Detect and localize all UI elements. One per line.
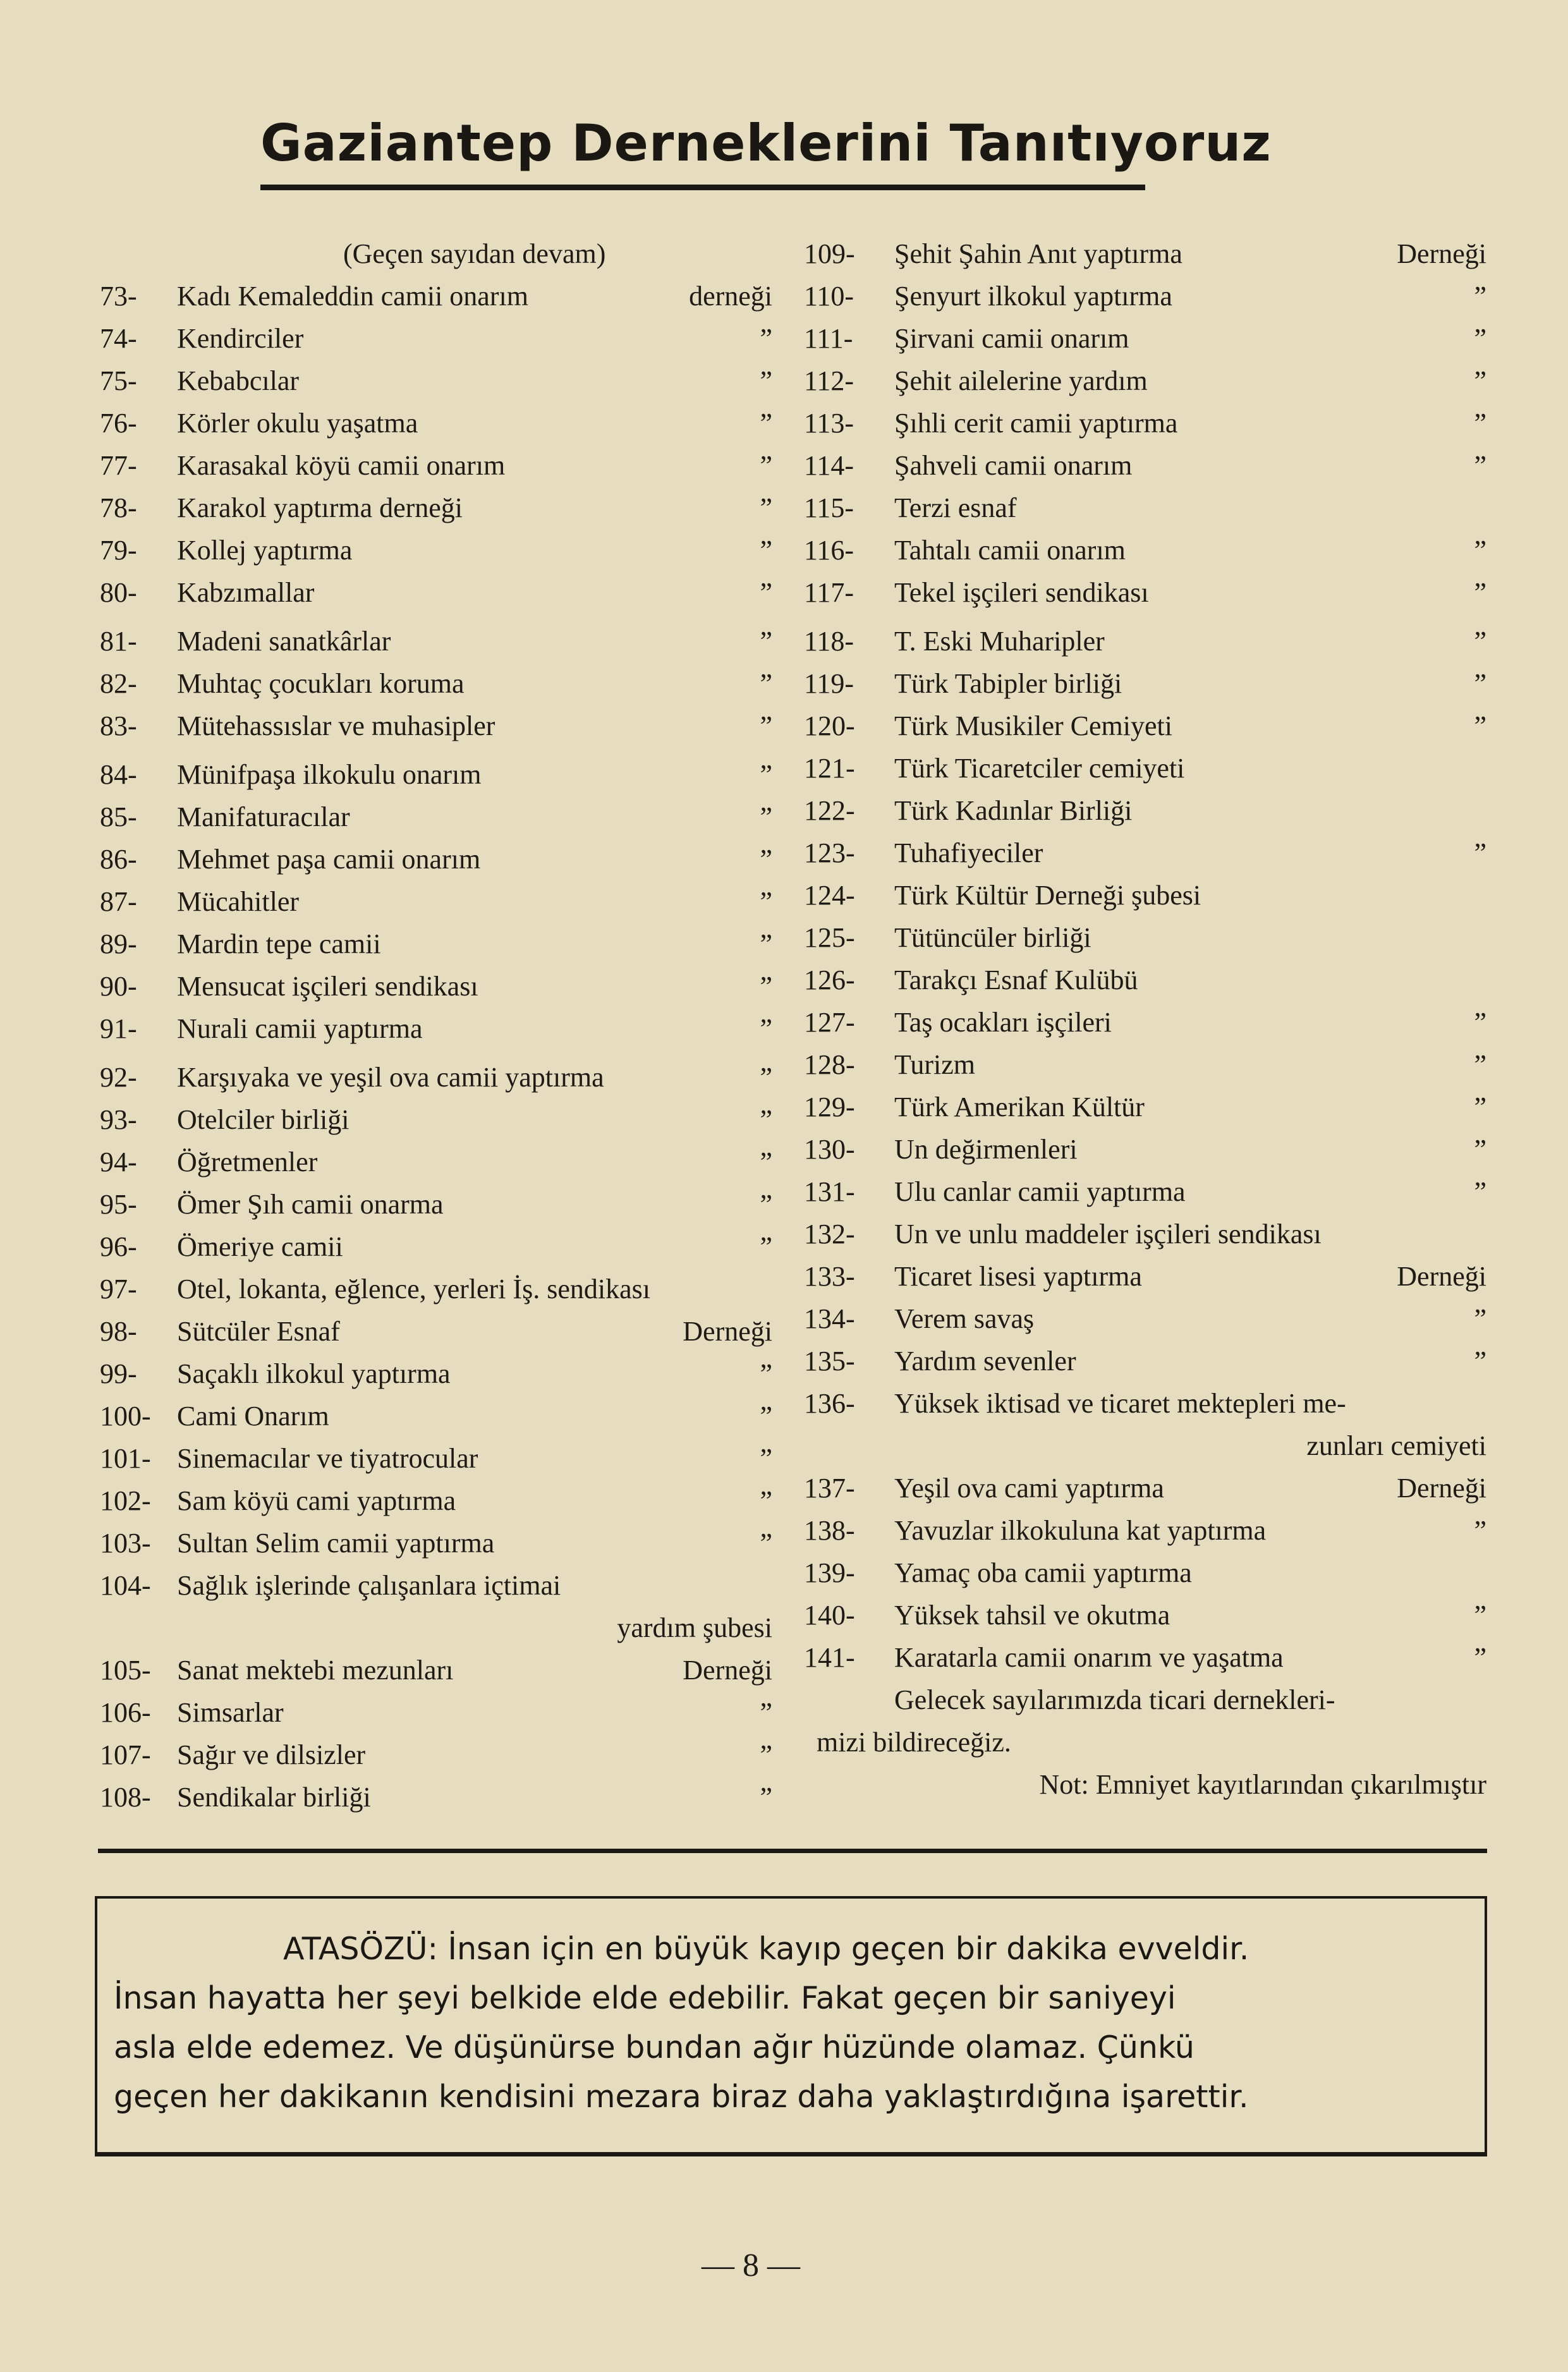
item-number: 95- — [100, 1189, 137, 1220]
item-name: Şehit ailelerine yardım — [894, 365, 1148, 396]
list-item — [804, 705, 1486, 747]
item-tag: ” — [1474, 1600, 1486, 1631]
item-number: 121- — [804, 753, 855, 784]
item-name: Türk Kadınlar Birliği — [894, 795, 1133, 826]
list-item — [804, 1001, 1486, 1043]
item-tag: ” — [1474, 1303, 1486, 1334]
item-name: Nurali camii yaptırma — [177, 1013, 423, 1044]
list-item — [804, 662, 1486, 705]
list-item — [100, 1437, 772, 1480]
item-name: Ticaret lisesi yaptırma — [894, 1261, 1142, 1292]
list-item — [100, 444, 772, 487]
item-tag: Derneği — [1397, 1473, 1486, 1504]
list-item — [804, 1043, 1486, 1086]
closing-row-3 — [804, 1763, 1486, 1806]
item-name: T. Eski Muharipler — [894, 626, 1105, 657]
item-tag: ” — [1474, 710, 1486, 741]
continued-header: (Geçen sayıdan devam) — [343, 238, 606, 269]
list-item — [804, 916, 1486, 959]
item-tag: Derneği — [683, 1316, 772, 1347]
list-item — [100, 1649, 772, 1691]
item-name: Sütcüler Esnaf — [177, 1316, 340, 1347]
item-tag: ” — [760, 1485, 772, 1516]
list-item — [100, 705, 772, 747]
item-number: 124- — [804, 880, 855, 911]
item-number: 99- — [100, 1358, 137, 1389]
list-item — [100, 662, 772, 705]
item-number: 78- — [100, 492, 137, 523]
list-item — [100, 1691, 772, 1734]
item-tag: ” — [760, 1104, 772, 1135]
item-tag: ” — [760, 408, 772, 439]
item-number: 129- — [804, 1092, 855, 1122]
list-item — [100, 796, 772, 838]
item-name: Türk Musikiler Cemiyeti — [894, 710, 1172, 741]
item-tag: ” — [760, 365, 772, 396]
item-number: 131- — [804, 1176, 855, 1207]
item-name: Karasakal köyü camii onarım — [177, 450, 506, 481]
item-name: Kabzımallar — [177, 577, 315, 608]
item-name: Şahveli camii onarım — [894, 450, 1133, 481]
list-item — [100, 275, 772, 317]
list-item — [804, 1340, 1486, 1382]
item-name: Sağlık işlerinde çalışanlara içtimai — [177, 1570, 561, 1601]
item-number: 127- — [804, 1007, 855, 1038]
item-tag: ” — [1474, 577, 1486, 608]
item-name: Sinemacılar ve tiyatrocular — [177, 1443, 478, 1474]
item-name: Karatarla camii onarım ve yaşatma — [894, 1642, 1284, 1673]
list-item — [100, 1564, 772, 1607]
list-item — [804, 529, 1486, 571]
list-item — [804, 1298, 1486, 1340]
item-tag: ” — [760, 1231, 772, 1262]
item-number: 76- — [100, 408, 137, 439]
item-name: Mardin tepe camii — [177, 928, 381, 959]
item-tag: ” — [760, 886, 772, 917]
item-name: Tuhafiyeciler — [894, 837, 1043, 868]
item-tag: ” — [760, 1443, 772, 1474]
list-item — [804, 874, 1486, 916]
closing-line-1: Gelecek sayılarımızda ticari dernekleri- — [894, 1684, 1335, 1715]
item-number: 115- — [804, 492, 854, 523]
item-name: Mehmet paşa camii onarım — [177, 844, 481, 875]
item-name: Körler okulu yaşatma — [177, 408, 418, 439]
item-name: Manifaturacılar — [177, 801, 350, 832]
list-item — [100, 838, 772, 880]
item-number: 136- — [804, 1388, 855, 1419]
item-number: 125- — [804, 922, 855, 953]
list-item — [804, 620, 1486, 662]
item-tag: ” — [760, 323, 772, 354]
item-name: Saçaklı ilkokul yaptırma — [177, 1358, 451, 1389]
list-item — [100, 880, 772, 923]
list-item — [804, 1213, 1486, 1255]
item-name: Ömeriye camii — [177, 1231, 343, 1262]
item-name: Tarakçı Esnaf Kulübü — [894, 964, 1138, 995]
item-number: 107- — [100, 1739, 151, 1770]
list-item — [100, 571, 772, 614]
list-item — [100, 1522, 772, 1564]
list-item — [100, 1734, 772, 1776]
list-item — [804, 1509, 1486, 1552]
item-name: Verem savaş — [894, 1303, 1035, 1334]
item-tag: ” — [1474, 1092, 1486, 1122]
item-tag: ” — [760, 1013, 772, 1044]
left-column — [100, 233, 772, 1818]
item-name: Şehit Şahin Anıt yaptırma — [894, 238, 1182, 269]
item-tag: ” — [760, 1739, 772, 1770]
item-number: 128- — [804, 1049, 855, 1080]
item-number: 80- — [100, 577, 137, 608]
list-item — [804, 959, 1486, 1001]
item-number: 98- — [100, 1316, 137, 1347]
item-name: Un değirmenleri — [894, 1134, 1078, 1165]
item-name: Tütüncüler birliği — [894, 922, 1091, 953]
list-item — [804, 789, 1486, 832]
list-item — [100, 1776, 772, 1818]
item-name: Kollej yaptırma — [177, 535, 353, 566]
item-name: Yüksek tahsil ve okutma — [894, 1600, 1170, 1631]
item-name: Yardım sevenler — [894, 1346, 1076, 1377]
list-item — [100, 1607, 772, 1649]
closing-row-2 — [804, 1721, 1486, 1763]
item-number: 122- — [804, 795, 855, 826]
item-name: Mücahitler — [177, 886, 300, 917]
list-item — [100, 1480, 772, 1522]
list-item — [100, 317, 772, 360]
list-item — [804, 444, 1486, 487]
item-number: 120- — [804, 710, 855, 741]
list-item — [804, 1425, 1486, 1467]
source-note: Not: Emniyet kayıtlarından çıkarılmıştır — [1039, 1769, 1486, 1800]
item-number: 74- — [100, 323, 137, 354]
item-name: Sendikalar birliği — [177, 1782, 371, 1813]
item-number: 105- — [100, 1655, 151, 1686]
item-tag: ” — [1474, 408, 1486, 439]
item-name: Simsarlar — [177, 1697, 284, 1728]
item-tag: ” — [760, 450, 772, 481]
item-name: Otelciler birliği — [177, 1104, 349, 1135]
item-number: 114- — [804, 450, 854, 481]
item-name: Sanat mektebi mezunları — [177, 1655, 454, 1686]
item-name: Sağır ve dilsizler — [177, 1739, 366, 1770]
list-item — [100, 923, 772, 965]
item-tag: ” — [1474, 1007, 1486, 1038]
item-tag: ” — [1474, 1642, 1486, 1673]
right-column — [804, 233, 1486, 1806]
list-item — [100, 1310, 772, 1353]
item-name: Şıhli cerit camii yaptırma — [894, 408, 1178, 439]
list-item — [100, 1141, 772, 1183]
item-name: Taş ocakları işçileri — [894, 1007, 1112, 1038]
item-tag: ” — [1474, 450, 1486, 481]
item-tag: ” — [1474, 323, 1486, 354]
item-name: Tahtalı camii onarım — [894, 535, 1126, 566]
item-tag: ” — [760, 492, 772, 523]
list-item — [804, 275, 1486, 317]
item-number: 126- — [804, 964, 855, 995]
item-number: 133- — [804, 1261, 855, 1292]
list-item — [100, 965, 772, 1007]
item-number: 108- — [100, 1782, 151, 1813]
item-number: 90- — [100, 971, 137, 1002]
item-tag: ” — [760, 710, 772, 741]
closing-line-2: mizi bildireceğiz. — [817, 1727, 1011, 1758]
item-number: 85- — [100, 801, 137, 832]
item-name: Karakol yaptırma derneği — [177, 492, 463, 523]
item-name: Şirvani camii onarım — [894, 323, 1129, 354]
continued-header-row — [100, 233, 772, 275]
item-number: 109- — [804, 238, 855, 269]
item-name: Türk Kültür Derneği şubesi — [894, 880, 1201, 911]
item-tag: Derneği — [1397, 238, 1486, 269]
list-item — [804, 487, 1486, 529]
item-name: Yeşil ova cami yaptırma — [894, 1473, 1164, 1504]
item-number: 113- — [804, 408, 854, 439]
list-item — [804, 1467, 1486, 1509]
item-number: 81- — [100, 626, 137, 657]
list-item — [804, 1086, 1486, 1128]
item-tag: Derneği — [683, 1655, 772, 1686]
item-number: 135- — [804, 1346, 855, 1377]
list-item — [804, 1255, 1486, 1298]
item-number: 83- — [100, 710, 137, 741]
list-item — [100, 1268, 772, 1310]
page-number: — 8 — — [702, 2247, 800, 2284]
item-tag: ” — [760, 1146, 772, 1177]
section-divider — [98, 1849, 1487, 1853]
item-name: Yavuzlar ilkokuluna kat yaptırma — [894, 1515, 1267, 1546]
item-tag: ” — [1474, 1515, 1486, 1546]
item-number: 118- — [804, 626, 854, 657]
item-name: Türk Tabipler birliği — [894, 668, 1122, 699]
item-number: 103- — [100, 1528, 151, 1559]
item-tag: ” — [760, 844, 772, 875]
item-tag: ” — [760, 1358, 772, 1389]
item-number: 116- — [804, 535, 854, 566]
list-item — [100, 360, 772, 402]
item-number: 119- — [804, 668, 854, 699]
list-item — [100, 1226, 772, 1268]
list-item — [804, 1594, 1486, 1636]
item-name: Turizm — [894, 1049, 975, 1080]
proverb-line-3: asla elde edemez. Ve düşünürse bundan ağır hüzünde olamaz. Çünkü — [114, 2029, 1194, 2065]
item-number: 134- — [804, 1303, 855, 1334]
list-item — [100, 1098, 772, 1141]
item-tag: ” — [760, 759, 772, 790]
proverb-line-1: ATASÖZÜ: İnsan için en büyük kayıp geçen bir dakika evveldir. — [283, 1931, 1249, 1967]
item-name: Cami Onarım — [177, 1401, 329, 1432]
item-number: 139- — [804, 1557, 855, 1588]
proverb-line-4: geçen her dakikanın kendisini mezara biraz daha yaklaştırdığına işarettir. — [114, 2079, 1249, 2115]
item-tag: ” — [760, 801, 772, 832]
list-item — [100, 1395, 772, 1437]
item-name: Mütehassıslar ve muhasipler — [177, 710, 495, 741]
item-tag: ” — [760, 1697, 772, 1728]
item-number: 84- — [100, 759, 137, 790]
item-name: Yamaç oba camii yaptırma — [894, 1557, 1192, 1588]
item-tag: ” — [760, 626, 772, 657]
list-item — [100, 620, 772, 662]
list-item — [100, 1353, 772, 1395]
item-number: 94- — [100, 1146, 137, 1177]
list-item — [804, 1636, 1486, 1679]
item-tag: ” — [1474, 1049, 1486, 1080]
list-item — [804, 360, 1486, 402]
item-tag: ” — [1474, 1134, 1486, 1165]
proverb-line-2: İnsan hayatta her şeyi belkide elde edebilir. Fakat geçen bir saniyeyi — [114, 1980, 1176, 2016]
item-tag: ” — [760, 577, 772, 608]
item-number: 102- — [100, 1485, 151, 1516]
item-tag: ” — [760, 535, 772, 566]
item-number: 96- — [100, 1231, 137, 1262]
list-item — [804, 1128, 1486, 1171]
item-tag: ” — [1474, 281, 1486, 312]
item-name: Türk Ticaretciler cemiyeti — [894, 753, 1185, 784]
item-name: Öğretmenler — [177, 1146, 318, 1177]
item-name: Madeni sanatkârlar — [177, 626, 391, 657]
item-tag: ” — [1474, 1176, 1486, 1207]
item-number: 140- — [804, 1600, 855, 1631]
item-tag: ” — [1474, 1346, 1486, 1377]
item-number: 141- — [804, 1642, 855, 1673]
item-number: 73- — [100, 281, 137, 312]
item-number: 123- — [804, 837, 855, 868]
item-name: Kebabcılar — [177, 365, 299, 396]
list-item — [100, 753, 772, 796]
list-item — [804, 571, 1486, 614]
item-tag: ” — [760, 1528, 772, 1559]
item-number: 101- — [100, 1443, 151, 1474]
item-name: Karşıyaka ve yeşil ova camii yaptırma — [177, 1062, 604, 1093]
item-name: Yüksek iktisad ve ticaret mektepleri me- — [894, 1388, 1346, 1419]
item-name: Mensucat işçileri sendikası — [177, 971, 478, 1002]
item-tag: ” — [760, 971, 772, 1002]
item-tag: ” — [760, 1062, 772, 1093]
item-tag: ” — [1474, 535, 1486, 566]
item-tag: ” — [1474, 837, 1486, 868]
list-item — [100, 1056, 772, 1098]
item-name: Sultan Selim camii yaptırma — [177, 1528, 495, 1559]
item-name: Kendirciler — [177, 323, 304, 354]
item-tag: ” — [760, 928, 772, 959]
item-tag: Derneği — [1397, 1261, 1486, 1292]
list-item — [804, 1382, 1486, 1425]
list-item — [100, 402, 772, 444]
item-number: 117- — [804, 577, 854, 608]
item-number: 104- — [100, 1570, 151, 1601]
item-tag: derneği — [689, 281, 772, 312]
item-name: Un ve unlu maddeler işçileri sendikası — [894, 1219, 1322, 1250]
item-tag: ” — [1474, 668, 1486, 699]
item-tag: ” — [1474, 365, 1486, 396]
list-item — [804, 317, 1486, 360]
list-item — [100, 1007, 772, 1050]
item-tag: ” — [760, 1189, 772, 1220]
item-tag: ” — [760, 668, 772, 699]
item-number: 138- — [804, 1515, 855, 1546]
item-number: 93- — [100, 1104, 137, 1135]
item-tag: zunları cemiyeti — [1306, 1430, 1486, 1461]
item-name: Sam köyü cami yaptırma — [177, 1485, 456, 1516]
item-number: 111- — [804, 323, 853, 354]
item-number: 137- — [804, 1473, 855, 1504]
item-number: 79- — [100, 535, 137, 566]
item-number: 87- — [100, 886, 137, 917]
item-name: Muhtaç çocukları koruma — [177, 668, 465, 699]
item-number: 77- — [100, 450, 137, 481]
item-name: Otel, lokanta, eğlence, yerleri İş. sendikası — [177, 1274, 650, 1305]
item-number: 91- — [100, 1013, 137, 1044]
closing-row-1 — [804, 1679, 1486, 1721]
item-name: Kadı Kemaleddin camii onarım — [177, 281, 528, 312]
list-item — [804, 1552, 1486, 1594]
list-item — [100, 529, 772, 571]
list-item — [804, 402, 1486, 444]
item-tag: yardım şubesi — [617, 1612, 772, 1643]
item-number: 75- — [100, 365, 137, 396]
item-number: 89- — [100, 928, 137, 959]
item-number: 132- — [804, 1219, 855, 1250]
item-name: Tekel işçileri sendikası — [894, 577, 1149, 608]
item-name: Terzi esnaf — [894, 492, 1017, 523]
item-number: 82- — [100, 668, 137, 699]
item-number: 112- — [804, 365, 854, 396]
list-item — [100, 487, 772, 529]
item-tag: ” — [760, 1401, 772, 1432]
list-item — [804, 1171, 1486, 1213]
item-number: 86- — [100, 844, 137, 875]
item-name: Türk Amerikan Kültür — [894, 1092, 1145, 1122]
item-number: 100- — [100, 1401, 151, 1432]
item-name: Ömer Şıh camii onarma — [177, 1189, 444, 1220]
item-number: 92- — [100, 1062, 137, 1093]
item-number: 110- — [804, 281, 854, 312]
list-item — [804, 233, 1486, 275]
title-underline — [260, 185, 1145, 190]
item-name: Münifpaşa ilkokulu onarım — [177, 759, 482, 790]
page-title: Gaziantep Derneklerini Tanıtıyoruz — [260, 114, 1272, 173]
item-name: Ulu canlar camii yaptırma — [894, 1176, 1186, 1207]
item-number: 106- — [100, 1697, 151, 1728]
list-item — [100, 1183, 772, 1226]
list-item — [804, 747, 1486, 789]
item-tag: ” — [1474, 626, 1486, 657]
item-name: Şenyurt ilkokul yaptırma — [894, 281, 1172, 312]
item-number: 130- — [804, 1134, 855, 1165]
item-tag: ” — [760, 1782, 772, 1813]
list-item — [804, 832, 1486, 874]
item-number: 97- — [100, 1274, 137, 1305]
